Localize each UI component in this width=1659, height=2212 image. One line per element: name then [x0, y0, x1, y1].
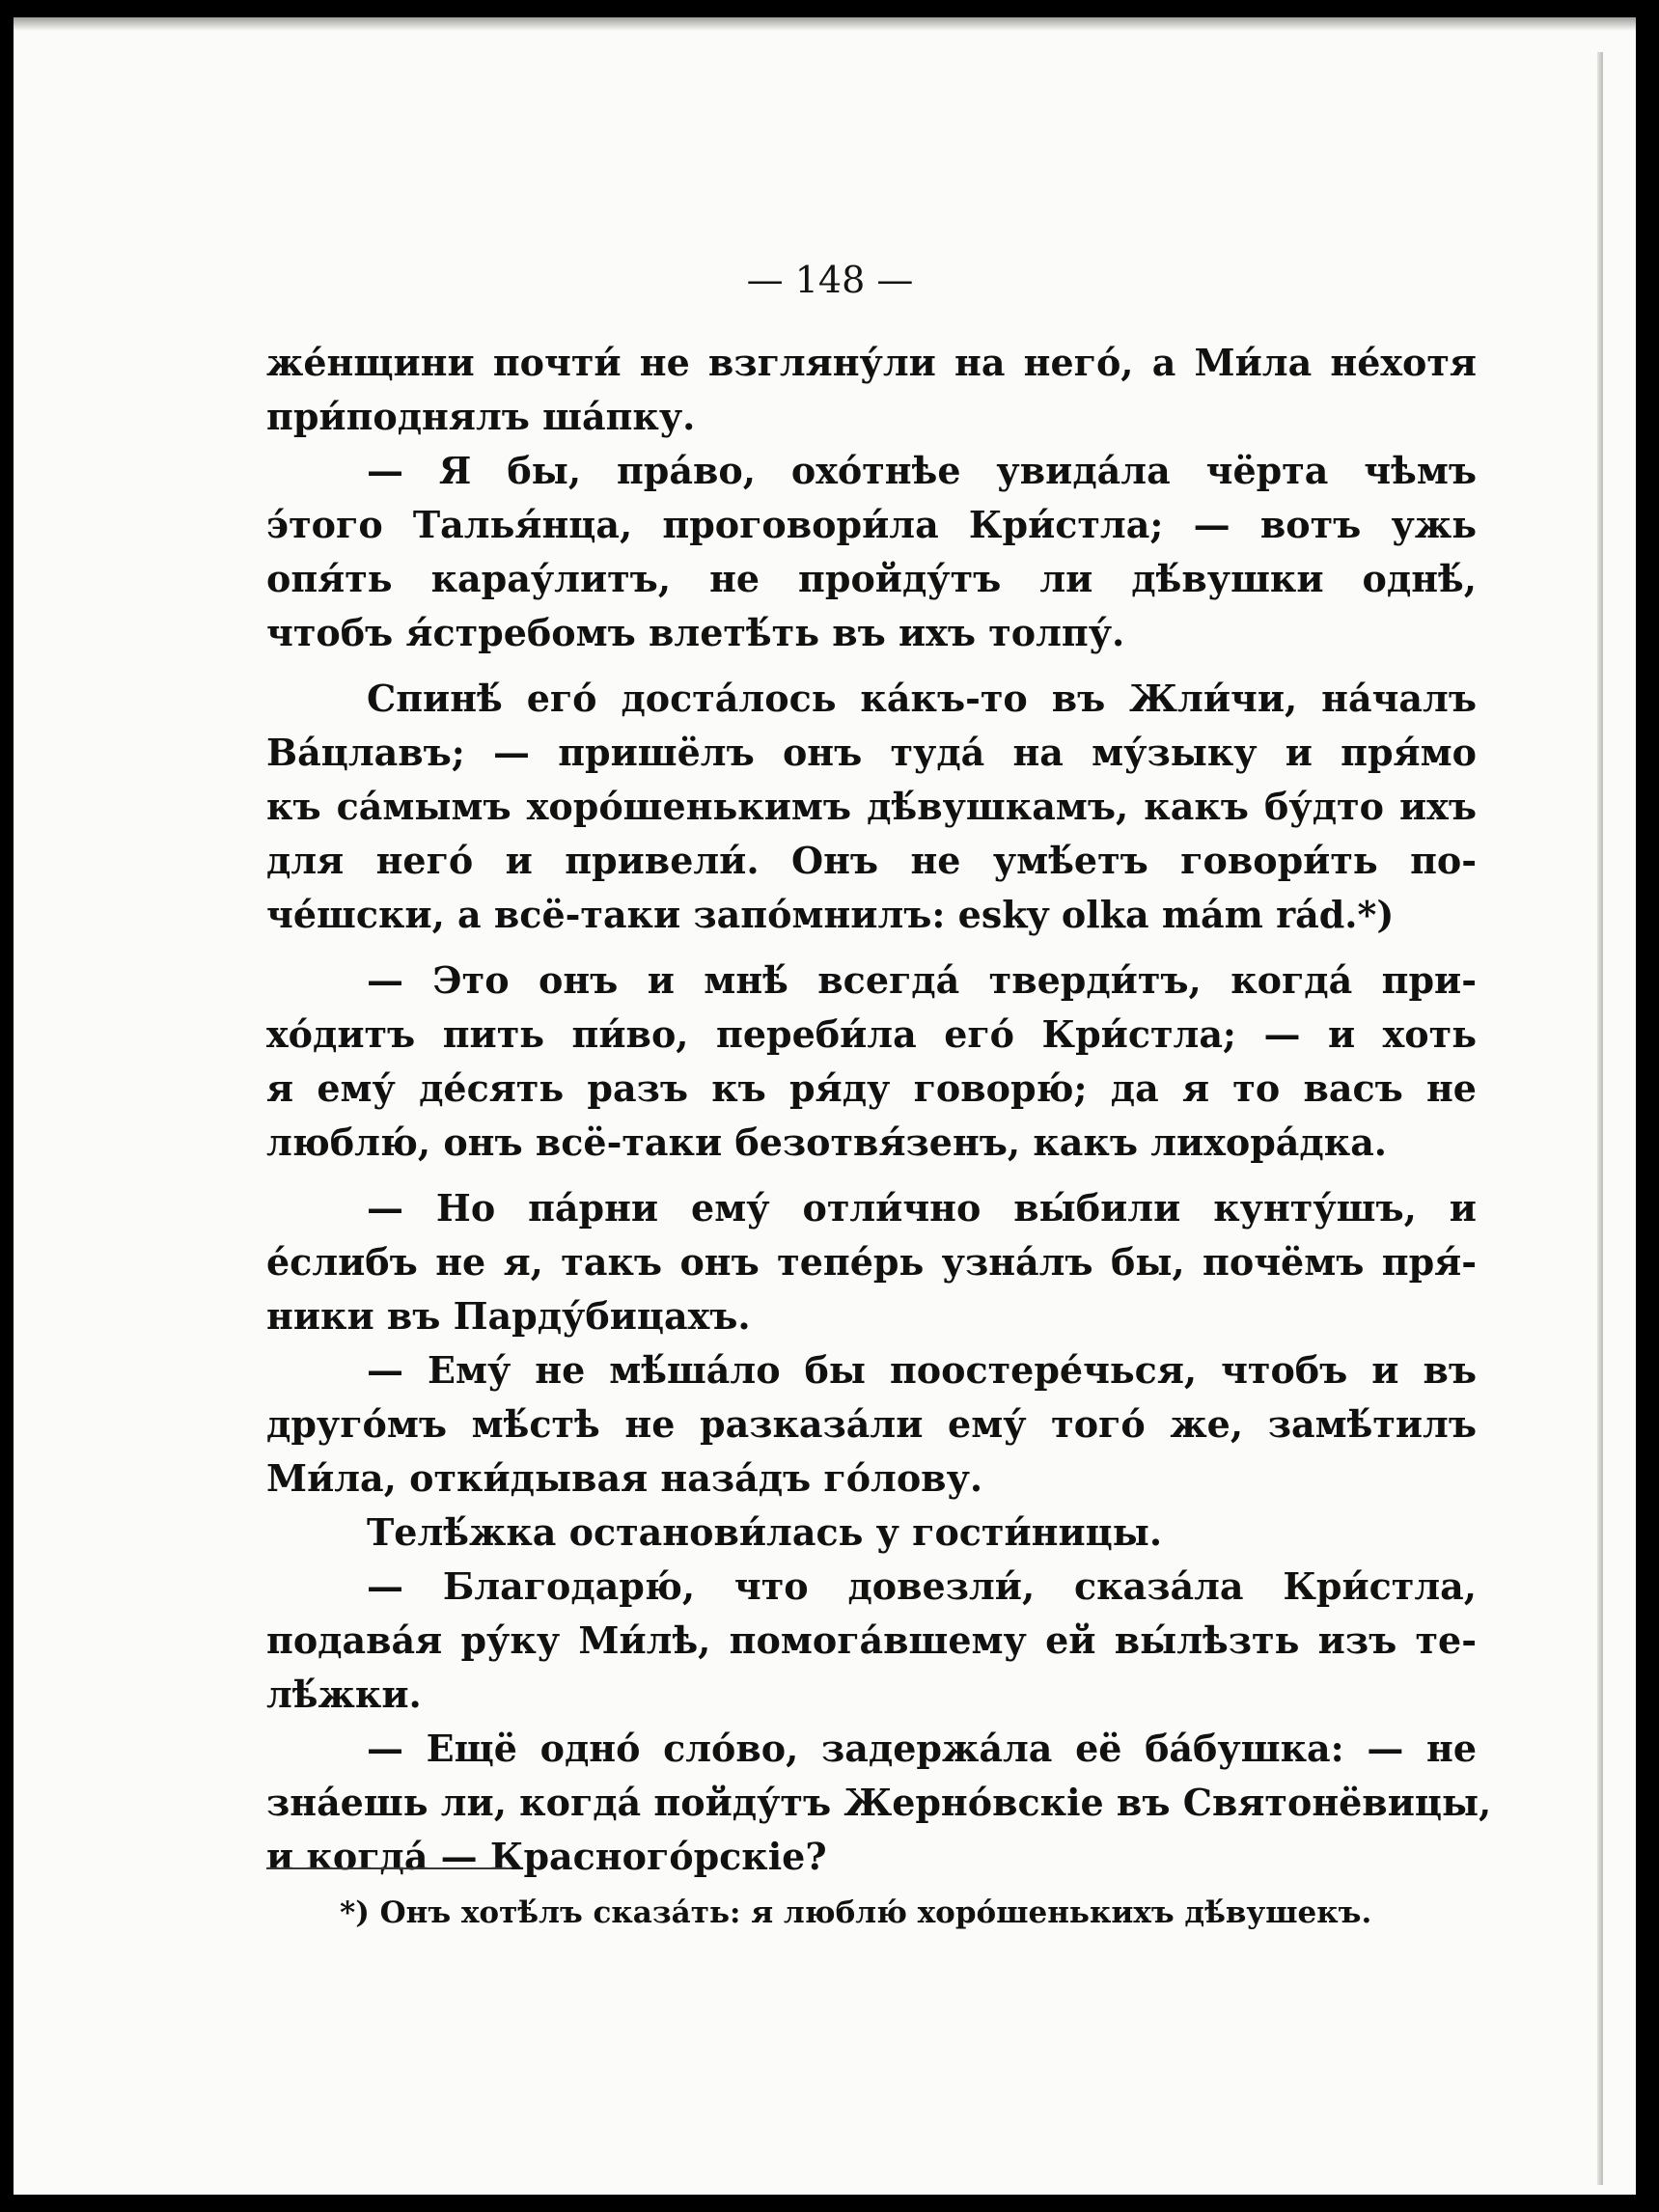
text-line: хо́дитъ пить пи́во, переби́ла его́ Кри́стла; — и хоть — [266, 1012, 1477, 1056]
text-line: ники въ Парду́бицахъ. — [266, 1294, 751, 1338]
paragraph — [266, 444, 1477, 660]
text-line: къ са́мымъ хоро́шенькимъ дѣ́вушкамъ, какъ бу́дто ихъ — [266, 785, 1477, 828]
text-line: для него́ и привели́. Онъ не умѣ́етъ говори́ть по- — [266, 839, 1477, 882]
text-line: — Я бы, пра́во, охо́тнѣе увида́ла чёрта чѣмъ — [367, 449, 1477, 492]
page-number: — 148 — — [746, 259, 914, 301]
paragraph — [266, 1560, 1477, 1722]
paragraph — [266, 1343, 1477, 1506]
text-line: же́нщини почти́ не взгляну́ли на него́, а Ми́ла не́хотя — [266, 341, 1477, 384]
text-line: Ва́цлавъ; — пришёлъ онъ туда́ на му́зыку и пря́мо — [266, 731, 1477, 774]
text-line: опя́ть карау́литъ, не пройду́тъ ли дѣ́вушки однѣ́, — [266, 557, 1477, 600]
text-line: — Благодарю́, что довезли́, сказа́ла Кри́стла, — [367, 1564, 1477, 1608]
page-top-shadow — [14, 17, 1636, 31]
text-line: при́поднялъ ша́пку. — [266, 395, 696, 438]
text-line: друго́мъ мѣ́стѣ не разказа́ли ему́ того́ же, замѣ́тилъ — [266, 1402, 1477, 1446]
text-line: че́шски, а всё-таки запо́мнилъ: esky olka mám rád.*) — [266, 893, 1395, 936]
paragraph — [266, 1506, 1477, 1560]
text-line: чтобъ я́стребомъ влетѣ́ть въ ихъ толпу́. — [266, 611, 1125, 654]
body-text — [266, 336, 1492, 1884]
text-line: Ми́ла, отки́дывая наза́дъ го́лову. — [266, 1456, 983, 1500]
paragraph — [266, 1722, 1492, 1884]
text-line: Телѣ́жка останови́лась у гости́ницы. — [367, 1510, 1163, 1554]
paragraph — [266, 954, 1477, 1170]
text-line: — Ему́ не мѣ́ша́ло бы поостере́чься, чтобъ и въ — [367, 1348, 1477, 1392]
paragraph — [266, 672, 1477, 942]
text-line: Спинѣ́ его́ доста́лось ка́къ-то въ Жли́чи, на́чалъ — [367, 677, 1477, 720]
text-line: — Ещё одно́ сло́во, задержа́ла её ба́бушка: — не — [367, 1727, 1477, 1770]
text-line: подава́я ру́ку Ми́лѣ, помога́вшему ей вы́лѣзть изъ те- — [266, 1618, 1477, 1662]
text-line: я ему́ де́сять разъ къ ря́ду говорю́; да я то васъ не — [266, 1066, 1477, 1110]
text-line: и когда́ — Красного́рскіе? — [266, 1835, 827, 1878]
text-line: е́слибъ не я, такъ онъ тепе́рь узна́лъ бы, почёмъ пря́- — [266, 1240, 1477, 1284]
text-line: люблю́, онъ всё-таки безотвя́зенъ, какъ лихора́дка. — [266, 1120, 1388, 1164]
paragraph — [266, 1181, 1477, 1343]
text-line: — Это онъ и мнѣ́ всегда́ тверди́тъ, когда́ при- — [367, 958, 1477, 1002]
text-line: — Но па́рни ему́ отли́чно вы́били кунту́шъ, и — [367, 1186, 1477, 1230]
text-line: э́того Талья́нца, проговори́ла Кри́стла; — вотъ ужь — [266, 503, 1477, 546]
footnote-divider — [266, 1867, 512, 1869]
text-line: зна́ешь ли, когда́ пойду́тъ Жерно́вскіе въ Святонёвицы, — [266, 1781, 1492, 1824]
footnote: *) Онъ хотѣ́лъ сказа́ть: я люблю́ хоро́шенькихъ дѣ́вушекъ. — [340, 1895, 1372, 1930]
paragraph — [266, 336, 1477, 444]
page-edge-shadow — [1597, 52, 1603, 2185]
text-line: лѣ́жки. — [266, 1673, 422, 1716]
